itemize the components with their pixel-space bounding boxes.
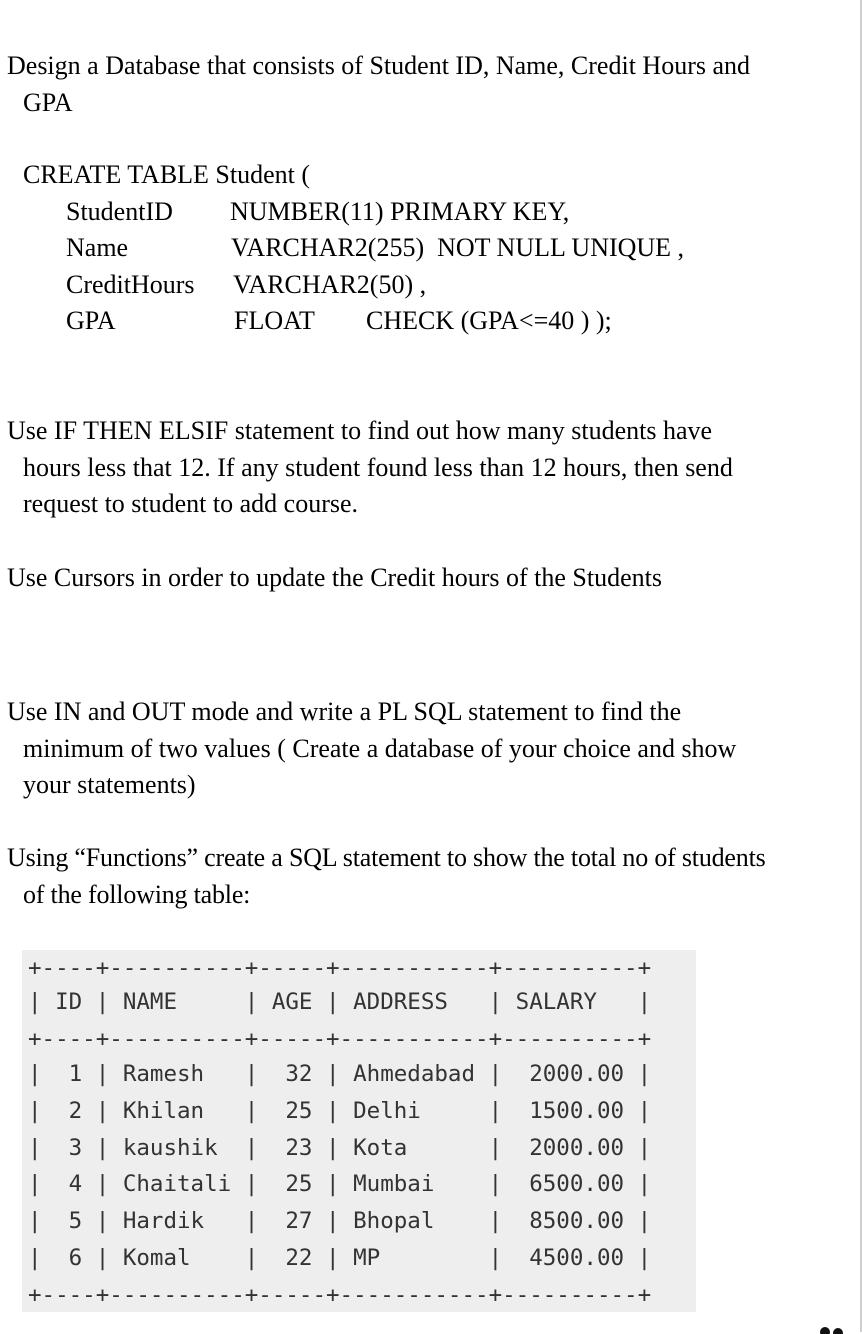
task-design-database	[7, 48, 852, 121]
table-border-top: +----+----------+-----+-----------+----------+	[28, 955, 652, 981]
task-cursors	[7, 560, 852, 597]
task-if-line-2: hours less that 12. If any student found less than 12 hours, then send	[23, 452, 733, 482]
task-inout-line-1: Use IN and OUT mode and write a PL SQL statement to find the	[7, 697, 682, 726]
table-row: | 2 | Khilan | 25 | Delhi | 1500.00 |	[28, 1098, 652, 1124]
table-row: | 1 | Ramesh | 32 | Ahmedabad | 2000.00 |	[28, 1061, 652, 1087]
code-check-gpa: CHECK (GPA<=40 ) );	[366, 306, 612, 335]
task-if-then-elsif	[7, 413, 852, 523]
code-def-credithours: VARCHAR2(50) ,	[233, 269, 427, 299]
code-create-line: CREATE TABLE Student (	[23, 160, 311, 189]
table-border-bottom: +----+----------+-----+-----------+----------+	[28, 1282, 652, 1308]
task-in-out-mode	[7, 694, 852, 804]
code-col-studentid: StudentID	[66, 196, 173, 226]
task-functions-line-2: of the following table:	[23, 879, 251, 909]
table-row: | 5 | Hardik | 27 | Bhopal | 8500.00 |	[28, 1208, 652, 1234]
task-functions-line-1: Using “Functions” create a SQL statement to show the total no of students	[7, 843, 766, 872]
table-border-mid: +----+----------+-----+-----------+----------+	[28, 1026, 652, 1052]
create-table-code	[23, 157, 823, 347]
code-def-gpa: FLOAT	[234, 306, 315, 335]
code-col-name: Name	[66, 233, 129, 262]
table-row: | 3 | kaushik | 23 | Kota | 2000.00 |	[28, 1135, 652, 1161]
task-if-line-3: request to student to add course.	[23, 489, 359, 518]
task-inout-line-2: minimum of two values ( Create a database of your choice and show	[23, 733, 737, 763]
task-design-line-1: Design a Database that consists of Student ID, Name, Credit Hours and	[7, 51, 751, 80]
table-row: | 4 | Chaitali | 25 | Mumbai | 6500.00 |	[28, 1171, 652, 1197]
table-row: | 6 | Komal | 22 | MP | 4500.00 |	[28, 1245, 652, 1271]
task-if-line-1: Use IF THEN ELSIF statement to find out how many students have	[7, 416, 713, 445]
task-cursors-line-1: Use Cursors in order to update the Credit hours of the Students	[7, 563, 662, 592]
code-def-name: VARCHAR2(255) NOT NULL UNIQUE ,	[231, 233, 685, 262]
code-col-credithours: CreditHours	[66, 269, 195, 299]
code-col-gpa: GPA	[66, 306, 116, 335]
task-inout-line-3: your statements)	[23, 770, 196, 799]
corner-decoration-icon	[818, 1322, 848, 1334]
task-design-line-2: GPA	[23, 87, 73, 117]
table-header-row: | ID | NAME | AGE | ADDRESS | SALARY |	[28, 989, 652, 1015]
code-def-studentid: NUMBER(11) PRIMARY KEY,	[230, 196, 570, 226]
task-functions	[7, 840, 852, 913]
student-ascii-table	[22, 950, 696, 1312]
